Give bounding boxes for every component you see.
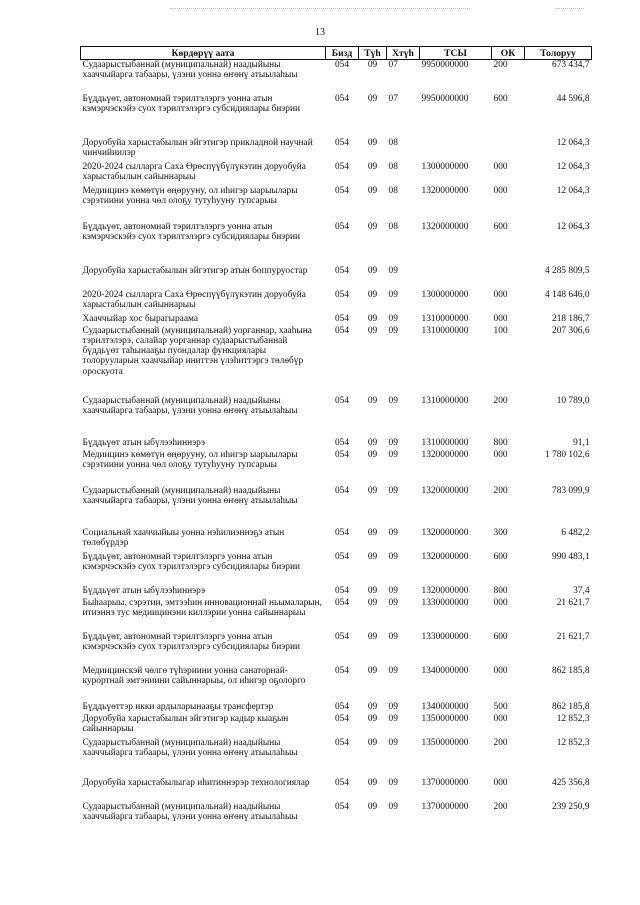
- row-ok: 200: [493, 737, 508, 748]
- budget-table: [80, 46, 592, 826]
- row-indicator-name: Бүддьүөт, автономнай тэрилтэлэргэ уонна атын кэмэрчэскэйэ суох тэрилтэлэргэ субсидиялары биэрии: [82, 551, 300, 572]
- row-ok: 800: [493, 437, 508, 448]
- row-indicator-name: Медиицинскэй чөлгө түһэриини уонна санаторнай-курортнай эмтэниини сайыннарыы, ол иһигэр оҕолорго: [82, 665, 306, 686]
- table-row: [81, 290, 592, 314]
- row-bizd: 054: [334, 185, 350, 196]
- row-khtuh: 09: [388, 449, 398, 460]
- header-bizd: Бизд: [326, 47, 359, 60]
- table-row: [81, 266, 592, 290]
- row-ok: 600: [493, 631, 508, 642]
- row-tsy: 1340000000: [421, 701, 469, 712]
- row-tuh: 09: [367, 185, 378, 196]
- row-tsy: 1330000000: [421, 631, 469, 642]
- row-ok: 000: [493, 161, 508, 172]
- row-khtuh: 09: [388, 485, 398, 496]
- row-bizd: 054: [334, 449, 350, 460]
- row-khtuh: 09: [388, 437, 398, 448]
- row-tuh: 09: [367, 325, 378, 336]
- row-indicator-name: Судаарыстыбаннай (муниципальнай) наадыйыны хааччыйарга табаары, үлэни уонна өҥөнү атыылаһыы: [82, 801, 298, 822]
- row-ok: [492, 138, 525, 162]
- row-bizd: 054: [334, 437, 350, 448]
- header-indicator-name: Көрдөрүү аата: [81, 47, 326, 60]
- scan-top-mark: [556, 8, 584, 9]
- row-tuh: 09: [367, 221, 378, 232]
- row-tsy: 1350000000: [421, 713, 469, 724]
- table-row: [81, 326, 592, 396]
- row-bizd: 054: [334, 265, 350, 276]
- row-amount: 207 306,6: [552, 325, 590, 336]
- row-indicator-name: Бүддьүөттэр икки ардыларынааҕы трансфертэр: [82, 701, 274, 712]
- row-indicator-name: Социальнай хааччыйыы уонна нэһилиэннэҕэ атын төлөбүрдэр: [82, 527, 285, 548]
- row-tsy: 1310000000: [421, 313, 469, 324]
- table-row: [81, 486, 592, 528]
- row-amount: 37,4: [573, 585, 590, 596]
- row-tuh: 09: [367, 93, 378, 104]
- row-tsy: 1300000000: [421, 289, 469, 300]
- row-amount: 21 621,7: [556, 631, 590, 642]
- row-tuh: 09: [367, 449, 378, 460]
- header-tuh: Түһ: [359, 47, 387, 60]
- row-indicator-name: Доруобуйа харыстабылыгар иһитиннэрэр технологиялар: [82, 777, 310, 788]
- row-amount: 218 186,7: [552, 313, 590, 324]
- row-khtuh: 07: [388, 60, 398, 70]
- row-khtuh: 09: [388, 313, 398, 324]
- row-khtuh: 09: [388, 289, 398, 300]
- row-tsy: 1320000000: [421, 585, 469, 596]
- row-tsy: 1370000000: [421, 777, 469, 788]
- table-row: [81, 138, 592, 162]
- row-tuh: 09: [367, 631, 378, 642]
- row-indicator-name: Доруобуйа харыстабылын эйгэтигэр прикладной научнай чинчийиилэр: [82, 137, 313, 158]
- table-row: [81, 714, 592, 738]
- row-bizd: 054: [334, 631, 350, 642]
- row-amount: 12 064,3: [556, 161, 590, 172]
- row-tsy: 1320000000: [421, 221, 469, 232]
- row-tsy: 1320000000: [421, 185, 469, 196]
- row-tsy: 1300000000: [421, 161, 469, 172]
- row-indicator-name: Доруобуйа харыстабылын эйгэтигэр кадыр кыаҕын сайыннарыы: [82, 713, 289, 734]
- row-tuh: 09: [367, 777, 378, 788]
- row-khtuh: 08: [388, 185, 398, 196]
- row-indicator-name: Бүддьүөт, автономнай тэрилтэлэргэ уонна атын кэмэрчэскэйэ суох тэрилтэлэргэ субсидиялары биэрии: [82, 631, 300, 652]
- row-ok: 300: [493, 527, 508, 538]
- row-amount: 21 621,7: [556, 597, 590, 608]
- header-amount: Толоруу: [525, 47, 592, 60]
- table-row: [81, 778, 592, 802]
- row-khtuh: 08: [388, 137, 398, 148]
- row-tsy: 1320000000: [421, 551, 469, 562]
- row-khtuh: 09: [388, 701, 398, 712]
- row-bizd: 054: [334, 527, 350, 538]
- row-amount: 91,1: [573, 437, 590, 448]
- table-row: [81, 632, 592, 666]
- row-tuh: 09: [367, 527, 378, 538]
- row-indicator-name: Быһаарыы, сэрэтии, эмтээһин инновационнай ньымаларын, итиэннэ тус медиицинэни киллэрии уонна сайыннарыы: [82, 597, 322, 618]
- header-ok: ОК: [492, 47, 525, 60]
- table-row: [81, 598, 592, 632]
- row-khtuh: 09: [388, 527, 398, 538]
- row-tsy: 1310000000: [421, 437, 469, 448]
- table-row: [81, 186, 592, 222]
- row-khtuh: 09: [388, 737, 398, 748]
- row-tuh: 09: [367, 701, 378, 712]
- row-amount: 12 852,3: [556, 713, 590, 724]
- header-tsy: ТСЫ: [420, 47, 492, 60]
- row-amount: 862 185,8: [552, 665, 590, 676]
- table-row: [81, 94, 592, 138]
- row-tuh: 09: [367, 313, 378, 324]
- row-tuh: 09: [367, 713, 378, 724]
- row-tsy: 9950000000: [421, 60, 469, 70]
- row-tsy: 1340000000: [421, 665, 469, 676]
- row-tsy: 9950000000: [421, 93, 469, 104]
- row-indicator-name: Бүддьүөт атын ыбүлээһиннэрэ: [82, 437, 206, 448]
- row-indicator-name: Судаарыстыбаннай (муниципальнай) наадыйыны хааччыйарга табаары, үлэни уонна өҥөнү атыылаһыы: [82, 395, 298, 416]
- row-ok: 000: [493, 449, 508, 460]
- row-tuh: 09: [367, 485, 378, 496]
- row-tuh: 09: [367, 437, 378, 448]
- scan-top-rule: [170, 8, 470, 9]
- table-row: [81, 450, 592, 486]
- row-tsy: 1310000000: [421, 395, 469, 406]
- row-tuh: 09: [367, 801, 378, 812]
- row-bizd: 054: [334, 221, 350, 232]
- row-ok: 000: [493, 185, 508, 196]
- row-amount: 12 064,3: [556, 137, 590, 148]
- row-khtuh: 09: [388, 665, 398, 676]
- row-bizd: 054: [334, 485, 350, 496]
- row-bizd: 054: [334, 313, 350, 324]
- row-indicator-name: Бүддьүөт, автономнай тэрилтэлэргэ уонна атын кэмэрчэскэйэ суох тэрилтэлэргэ субсидиялары биэрии: [82, 221, 300, 242]
- row-ok: [492, 266, 525, 290]
- row-tsy: 1320000000: [421, 449, 469, 460]
- table-row: [81, 314, 592, 326]
- row-indicator-name: 2020-2024 сылларга Саха Өрөспүүбүлүкэтин доруобуйа харыстабылын сайыннарыы: [82, 161, 306, 182]
- row-khtuh: 09: [388, 551, 398, 562]
- row-tuh: 09: [367, 665, 378, 676]
- row-amount: 12 064,3: [556, 185, 590, 196]
- row-ok: 000: [493, 313, 508, 324]
- row-indicator-name: Бүддьүөт атын ыбүлээһиннэрэ: [82, 585, 206, 596]
- row-indicator-name: Хааччыйар хос бырагыраама: [82, 313, 199, 324]
- row-indicator-name: Медиицинэ көмөтүн өңөрууну, ол иһигэр ыарыылары сэрэтиини уонна чөл олоҕу тутуһууну тупсарыы: [82, 185, 298, 206]
- row-ok: 200: [493, 395, 508, 406]
- row-indicator-name: Доруобуйа харыстабылын эйгэтигэр атын боппуруостар: [82, 265, 308, 276]
- row-tuh: 09: [367, 289, 378, 300]
- row-ok: 000: [493, 713, 508, 724]
- table-row: [81, 222, 592, 266]
- row-khtuh: 08: [388, 161, 398, 172]
- row-indicator-name: Медиицинэ көмөтүн өңөрууну, ол иһигэр ыарыылары сэрэтиини уонна чөл олоҕу тутуһууну тупсарыы: [82, 449, 298, 470]
- table-header-row: [81, 47, 592, 60]
- row-khtuh: 09: [388, 395, 398, 406]
- table-row: [81, 802, 592, 826]
- row-indicator-name: 2020-2024 сылларга Саха Өрөспүүбүлүкэтин доруобуйа харыстабылын сайыннарыы: [82, 289, 306, 310]
- row-ok: 000: [493, 777, 508, 788]
- row-bizd: 054: [334, 701, 350, 712]
- row-indicator-name: Судаарыстыбаннай (муниципальнай) наадыйыны хааччыйарга табаары, үлэни уонна өҥөнү атыылаһыы: [82, 737, 298, 758]
- row-khtuh: 09: [388, 597, 398, 608]
- row-ok: 200: [493, 60, 508, 70]
- row-bizd: 054: [334, 665, 350, 676]
- table-row: [81, 396, 592, 438]
- row-tuh: 09: [367, 737, 378, 748]
- row-khtuh: 09: [388, 801, 398, 812]
- row-tsy: 1330000000: [421, 597, 469, 608]
- row-ok: 000: [493, 597, 508, 608]
- row-khtuh: 09: [388, 777, 398, 788]
- row-tsy: 1320000000: [421, 527, 469, 538]
- row-amount: 990 483,1: [552, 551, 590, 562]
- row-ok: 800: [493, 585, 508, 596]
- row-bizd: 054: [334, 395, 350, 406]
- table-row: [81, 438, 592, 450]
- table-row: [81, 60, 592, 94]
- row-amount: 12 852,3: [556, 737, 590, 748]
- row-tsy: 1350000000: [421, 737, 469, 748]
- row-bizd: 054: [334, 551, 350, 562]
- row-amount: 12 064,3: [556, 221, 590, 232]
- row-amount: 673 434,7: [552, 60, 590, 70]
- row-khtuh: 09: [388, 325, 398, 336]
- row-ok: 600: [493, 551, 508, 562]
- row-bizd: 054: [334, 585, 350, 596]
- row-tuh: 09: [367, 395, 378, 406]
- row-amount: 4 148 646,0: [544, 289, 590, 300]
- row-khtuh: 09: [388, 631, 398, 642]
- row-tuh: 09: [367, 597, 378, 608]
- row-khtuh: 09: [388, 585, 398, 596]
- row-ok: 000: [493, 665, 508, 676]
- row-khtuh: 08: [388, 221, 398, 232]
- row-indicator-name: Бүддьүөт, автономнай тэрилтэлэргэ уонна атын кэмэрчэскэйэ суох тэрилтэлэргэ субсидиялары биэрии: [82, 93, 300, 114]
- row-khtuh: 09: [388, 713, 398, 724]
- row-bizd: 054: [334, 93, 350, 104]
- table-row: [81, 162, 592, 186]
- row-bizd: 054: [334, 161, 350, 172]
- row-amount: 425 356,8: [552, 777, 590, 788]
- header-khtuh: Хтүһ: [387, 47, 420, 60]
- row-tuh: 09: [367, 585, 378, 596]
- table-row: [81, 666, 592, 702]
- row-tuh: 09: [367, 60, 378, 70]
- row-tuh: 09: [367, 137, 378, 148]
- row-tuh: 09: [367, 265, 378, 276]
- row-amount: 1 780 102,6: [544, 449, 590, 460]
- row-indicator-name: Судаарыстыбаннай (муниципальнай) наадыйыны хааччыйарга табаары, үлэни уонна өҥөнү атыылаһыы: [82, 60, 298, 81]
- row-amount: 239 250,9: [552, 801, 590, 812]
- row-bizd: 054: [334, 777, 350, 788]
- row-amount: 4 285 809,5: [544, 265, 590, 276]
- table-row: [81, 586, 592, 598]
- row-bizd: 054: [334, 60, 350, 70]
- table-row: [81, 552, 592, 586]
- row-amount: 862 185,8: [552, 701, 590, 712]
- row-bizd: 054: [334, 713, 350, 724]
- row-amount: 10 789,0: [556, 395, 590, 406]
- row-indicator-name: Судаарыстыбаннай (муниципальнай) наадыйыны хааччыйарга табаары, үлэни уонна өҥөнү атыылаһыы: [82, 485, 298, 506]
- row-ok: 600: [493, 221, 508, 232]
- row-tuh: 09: [367, 551, 378, 562]
- row-amount: 783 099,9: [552, 485, 590, 496]
- row-ok: 200: [493, 485, 508, 496]
- row-amount: 6 482,2: [561, 527, 590, 538]
- row-amount: 44 596,8: [556, 93, 590, 104]
- row-ok: 600: [493, 93, 508, 104]
- row-indicator-name: Судаарыстыбаннай (муниципальнай) уорганнар, хааһына тэрилтэлэрэ, салайар уорганнар судаарыстыбаннай бүддьүөт таһынааҕы пуондалар функциялары толорууларын хааччыйар иниттэн үлэһиттэргэ төлөбүр ороскуота: [82, 325, 312, 377]
- row-bizd: 054: [334, 801, 350, 812]
- row-ok: 000: [493, 289, 508, 300]
- row-bizd: 054: [334, 289, 350, 300]
- row-ok: 100: [493, 325, 508, 336]
- row-tsy: [420, 266, 492, 290]
- row-khtuh: 07: [388, 93, 398, 104]
- row-ok: 500: [493, 701, 508, 712]
- table-body: [81, 60, 592, 826]
- row-tsy: 1310000000: [421, 325, 469, 336]
- row-khtuh: 09: [388, 265, 398, 276]
- row-bizd: 054: [334, 137, 350, 148]
- table-row: [81, 702, 592, 714]
- table-row: [81, 528, 592, 552]
- row-tsy: 1320000000: [421, 485, 469, 496]
- table-row: [81, 738, 592, 778]
- row-tsy: [420, 138, 492, 162]
- row-tsy: 1370000000: [421, 801, 469, 812]
- row-bizd: 054: [334, 325, 350, 336]
- row-ok: 200: [493, 801, 508, 812]
- page-number: 13: [315, 27, 325, 38]
- row-bizd: 054: [334, 737, 350, 748]
- row-tuh: 09: [367, 161, 378, 172]
- row-bizd: 054: [334, 597, 350, 608]
